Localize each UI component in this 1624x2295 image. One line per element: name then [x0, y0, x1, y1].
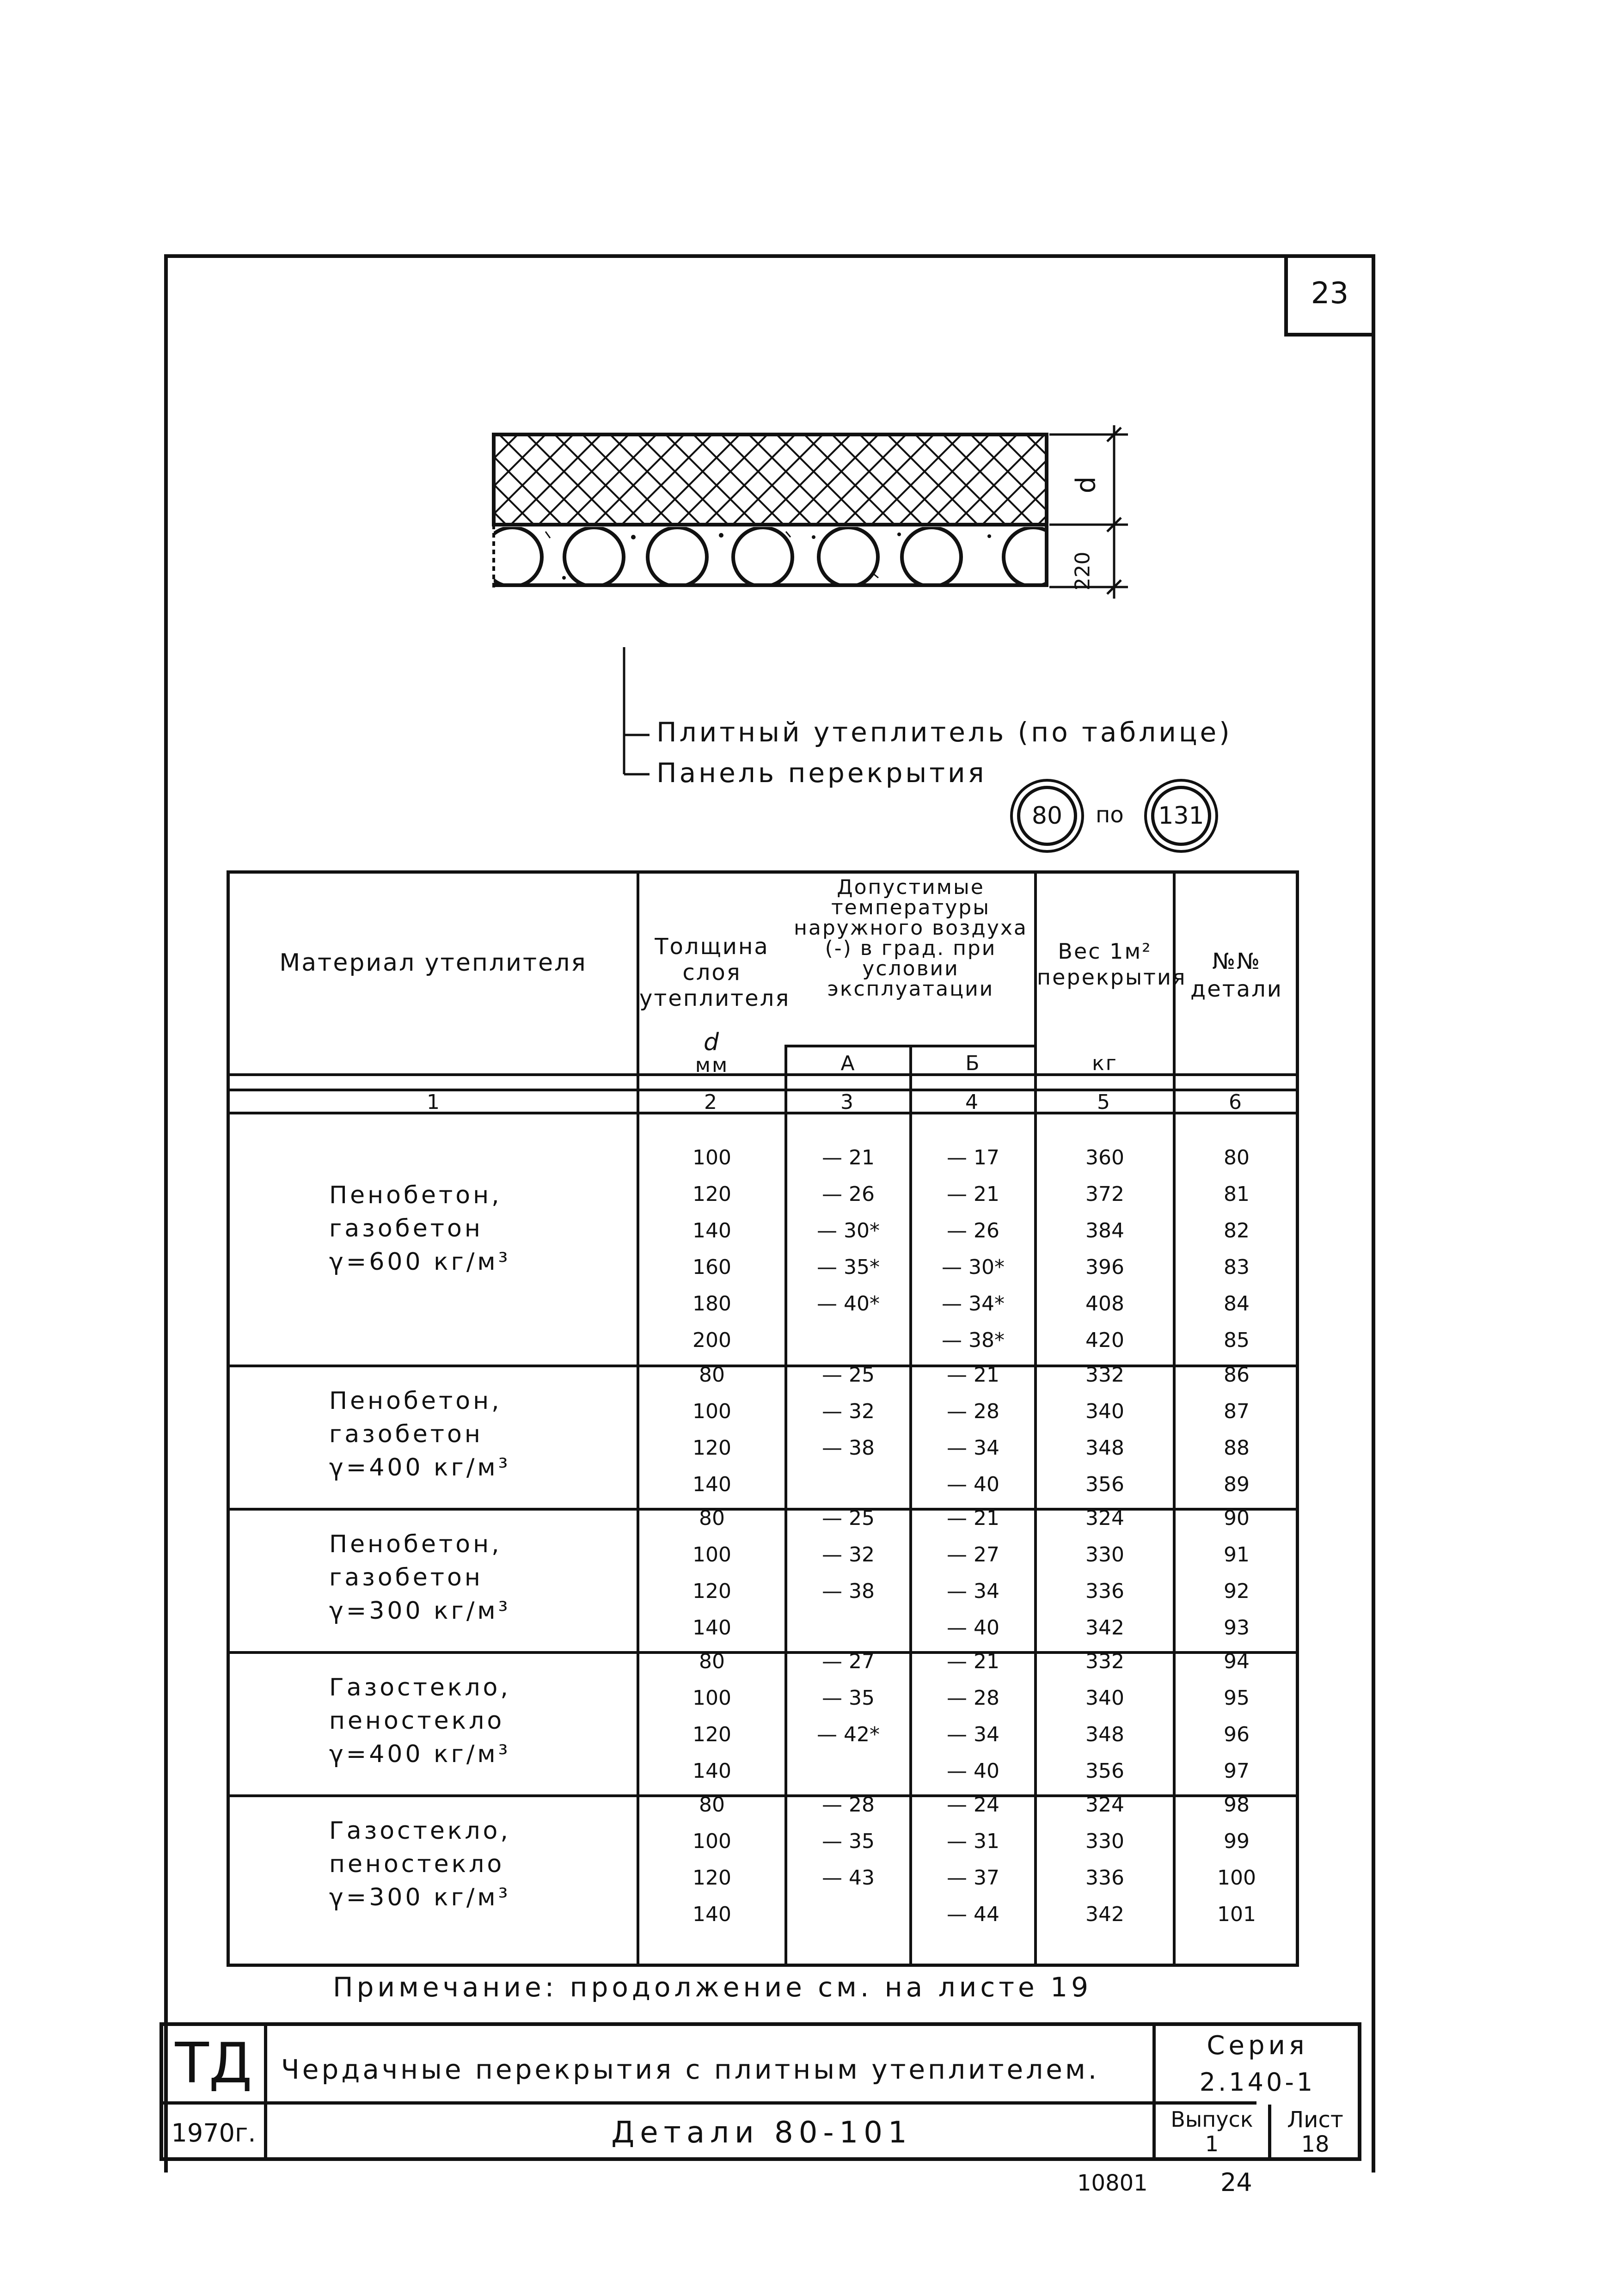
table-cell: 100 [692, 1146, 731, 1169]
table-cell: 140 [692, 1219, 731, 1242]
table-cell: 200 [692, 1328, 731, 1352]
material-name [329, 1528, 510, 1628]
table-cell: 348 [1085, 1723, 1124, 1746]
table-cell: 84 [1224, 1292, 1250, 1316]
table-cell: 324 [1085, 1506, 1124, 1530]
header-detail: №№ детали [1190, 949, 1283, 1002]
table-cell: 408 [1085, 1292, 1124, 1316]
header-thickness: Толщина слоя утеплителя [639, 934, 791, 1011]
table-cell: 348 [1085, 1436, 1124, 1460]
table-cell: 100 [692, 1543, 731, 1567]
table-cell: 80 [699, 1506, 725, 1530]
material-line: Пенобетон, [329, 1530, 502, 1558]
table-cell: — 17 [947, 1146, 999, 1169]
table-cell: 94 [1224, 1650, 1250, 1673]
table-cell: — 21 [947, 1650, 999, 1673]
header-temp-a: А [840, 1052, 856, 1075]
insulation-layer [494, 435, 1047, 525]
table-cell: 83 [1224, 1255, 1250, 1279]
page-number: 23 [1284, 254, 1375, 337]
table-cell: 420 [1085, 1328, 1124, 1352]
table-cell: 89 [1224, 1473, 1250, 1496]
table-cell: 93 [1224, 1616, 1250, 1640]
table-cell: 87 [1224, 1400, 1250, 1423]
table-cell: 330 [1085, 1543, 1124, 1567]
table-cell: — 38 [822, 1436, 875, 1460]
material-line: γ=300 кг/м³ [329, 1597, 511, 1625]
dim-thickness-label: d [1070, 476, 1102, 494]
detail-circle-to: 131 [1151, 786, 1211, 846]
table-cell: 120 [692, 1436, 731, 1460]
material-line: γ=300 кг/м³ [329, 1884, 511, 1911]
table-cell: — 34 [947, 1579, 999, 1603]
table-cell: 330 [1085, 1830, 1124, 1853]
material-line: Газостекло, [329, 1817, 511, 1845]
table-cell: — 24 [947, 1793, 999, 1817]
table-cell: 324 [1085, 1793, 1124, 1817]
table-cell: — 32 [822, 1543, 875, 1567]
stamp-series-label: Серия [1207, 2031, 1308, 2061]
insulation-table [227, 870, 1299, 1967]
table-cell: — 27 [947, 1543, 999, 1567]
table-cell: — 21 [947, 1182, 999, 1206]
table-cell: — 26 [947, 1219, 999, 1242]
table-cell: 100 [692, 1686, 731, 1710]
header-weight: Вес 1м² перекрытия [1037, 939, 1187, 990]
table-cell: — 43 [822, 1866, 875, 1890]
table-cell: 372 [1085, 1182, 1124, 1206]
column-number: 6 [1229, 1090, 1242, 1114]
table-cell: 80 [1224, 1146, 1250, 1169]
table-cell: — 40 [947, 1473, 999, 1496]
header-temp-b: Б [965, 1052, 981, 1075]
table-cell: 140 [692, 1473, 731, 1496]
slab-section-drawing [481, 416, 1146, 656]
column-number: 4 [965, 1090, 978, 1114]
header-temperatures: Допустимые температуры наружного воздуха (-) в град. при условии эксплуатации [794, 875, 1028, 1001]
table-cell: 332 [1085, 1650, 1124, 1673]
stamp-issue-value: 1 [1205, 2131, 1219, 2156]
stamp-title: Чердачные перекрытия с плитным утеплителем. [281, 2054, 1100, 2085]
table-cell: — 40* [817, 1292, 880, 1316]
table-cell: 101 [1217, 1903, 1256, 1926]
stamp-sheet-label: Лист [1287, 2107, 1343, 2133]
table-cell: 342 [1085, 1903, 1124, 1926]
table-cell: — 37 [947, 1866, 999, 1890]
table-cell: — 44 [947, 1903, 999, 1926]
table-cell: 100 [692, 1830, 731, 1853]
table-cell: 360 [1085, 1146, 1124, 1169]
table-cell: 120 [692, 1182, 731, 1206]
table-cell: 97 [1224, 1759, 1250, 1783]
stamp-issue-label: Выпуск [1171, 2107, 1253, 2132]
material-line: пеностекло [329, 1850, 505, 1878]
material-line: Пенобетон, [329, 1387, 502, 1415]
leader-panel-label: Панель перекрытия [656, 757, 987, 789]
table-cell: 140 [692, 1759, 731, 1783]
table-cell: — 40 [947, 1616, 999, 1640]
column-number: 2 [704, 1090, 717, 1114]
title-block [159, 2022, 1361, 2161]
table-cell: 90 [1224, 1506, 1250, 1530]
table-cell: 340 [1085, 1400, 1124, 1423]
table-cell: 180 [692, 1292, 731, 1316]
detail-circle-from: 80 [1017, 786, 1077, 846]
table-cell: — 42* [817, 1723, 880, 1746]
table-cell: — 35 [822, 1830, 875, 1853]
table-cell: 100 [692, 1400, 731, 1423]
table-cell: 384 [1085, 1219, 1124, 1242]
table-cell: 86 [1224, 1363, 1250, 1387]
stamp-year: 1970г. [163, 2105, 267, 2161]
material-line: газобетон [329, 1215, 483, 1242]
hollow-core-panel [483, 525, 1063, 587]
material-line: газобетон [329, 1420, 483, 1448]
header-thickness-symbol: d [703, 1028, 720, 1056]
table-cell: 356 [1085, 1759, 1124, 1783]
material-line: Пенобетон, [329, 1181, 502, 1209]
table-cell: — 21 [947, 1506, 999, 1530]
column-number: 3 [840, 1090, 853, 1114]
material-name [329, 1384, 510, 1484]
table-cell: — 27 [822, 1650, 875, 1673]
table-cell: — 21 [822, 1146, 875, 1169]
material-line: Газостекло, [329, 1674, 511, 1701]
table-cell: 81 [1224, 1182, 1250, 1206]
table-cell: 85 [1224, 1328, 1250, 1352]
table-cell: 96 [1224, 1723, 1250, 1746]
table-cell: — 30* [817, 1219, 880, 1242]
table-cell: 120 [692, 1579, 731, 1603]
stamp-mark: ТД [163, 2026, 267, 2105]
leader-lines [601, 647, 652, 786]
material-name [329, 1179, 510, 1279]
material-name [329, 1814, 511, 1914]
table-cell: 332 [1085, 1363, 1124, 1387]
table-cell: 356 [1085, 1473, 1124, 1496]
material-line: пеностекло [329, 1707, 505, 1735]
table-cell: 80 [699, 1650, 725, 1673]
table-cell: — 21 [947, 1363, 999, 1387]
material-line: γ=400 кг/м³ [329, 1740, 511, 1768]
table-cell: — 38* [942, 1328, 1005, 1352]
column-number: 5 [1097, 1090, 1110, 1114]
table-cell: 342 [1085, 1616, 1124, 1640]
table-cell: 336 [1085, 1866, 1124, 1890]
table-cell: 92 [1224, 1579, 1250, 1603]
table-cell: 140 [692, 1903, 731, 1926]
table-cell: 80 [699, 1363, 725, 1387]
material-line: γ=600 кг/м³ [329, 1248, 511, 1276]
table-cell: — 35* [817, 1255, 880, 1279]
header-weight-unit: кг [1092, 1052, 1118, 1075]
leader-insulation-label: Плитный утеплитель (по таблице) [656, 716, 1232, 748]
table-cell: 82 [1224, 1219, 1250, 1242]
table-cell: 99 [1224, 1830, 1250, 1853]
table-cell: 340 [1085, 1686, 1124, 1710]
footer-code: 10801 [1077, 2170, 1148, 2196]
table-cell: — 34 [947, 1723, 999, 1746]
table-cell: 336 [1085, 1579, 1124, 1603]
header-material: Материал утеплителя [279, 949, 587, 977]
table-cell: 396 [1085, 1255, 1124, 1279]
dim-panel-label: 220 [1071, 551, 1095, 591]
table-cell: 98 [1224, 1793, 1250, 1817]
table-cell: — 35 [822, 1686, 875, 1710]
table-cell: — 34* [942, 1292, 1005, 1316]
table-cell: 120 [692, 1866, 731, 1890]
table-cell: 91 [1224, 1543, 1250, 1567]
table-cell: 80 [699, 1793, 725, 1817]
material-line: γ=400 кг/м³ [329, 1454, 511, 1481]
table-cell: — 31 [947, 1830, 999, 1853]
range-word: по [1096, 802, 1124, 828]
table-note: Примечание: продолжение см. на листе 19 [333, 1971, 1092, 2003]
table-cell: 160 [692, 1255, 731, 1279]
table-cell: — 30* [942, 1255, 1005, 1279]
material-name [329, 1671, 511, 1771]
table-cell: — 25 [822, 1363, 875, 1387]
table-cell: — 25 [822, 1506, 875, 1530]
footer-page: 24 [1220, 2168, 1252, 2197]
stamp-sheet-value: 18 [1301, 2131, 1330, 2157]
table-cell: — 32 [822, 1400, 875, 1423]
table-cell: 95 [1224, 1686, 1250, 1710]
table-cell: — 28 [947, 1686, 999, 1710]
table-cell: 120 [692, 1723, 731, 1746]
table-cell: 88 [1224, 1436, 1250, 1460]
table-cell: — 28 [947, 1400, 999, 1423]
table-cell: — 28 [822, 1793, 875, 1817]
material-line: газобетон [329, 1564, 483, 1591]
table-cell: — 40 [947, 1759, 999, 1783]
table-cell: 100 [1217, 1866, 1256, 1890]
table-cell: — 34 [947, 1436, 999, 1460]
stamp-subtitle: Детали 80-101 [611, 2116, 913, 2150]
table-cell: — 38 [822, 1579, 875, 1603]
table-cell: — 26 [822, 1182, 875, 1206]
table-cell: 140 [692, 1616, 731, 1640]
stamp-series-value: 2.140-1 [1199, 2068, 1316, 2097]
header-thickness-unit: мм [695, 1053, 729, 1077]
column-number: 1 [427, 1090, 440, 1114]
